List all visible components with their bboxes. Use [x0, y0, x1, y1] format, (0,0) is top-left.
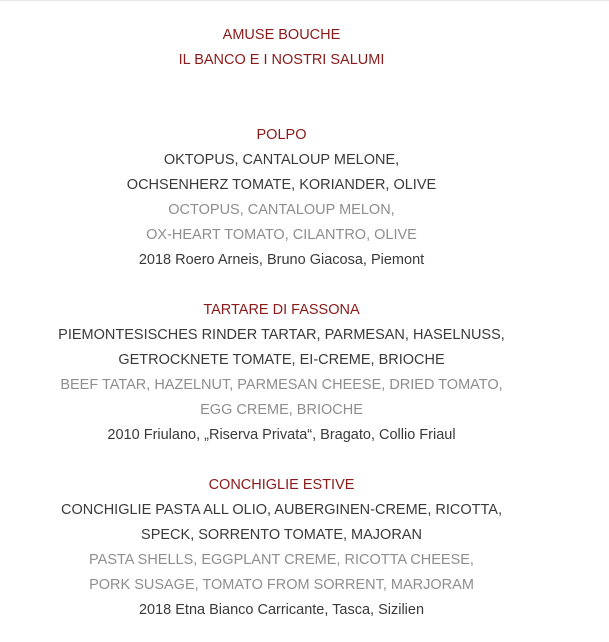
course-description-english: BEEF TATAR, HAZELNUT, PARMESAN CHEESE, DRIED TOMATO,	[60, 377, 503, 393]
course-description-german: OCHSENHERZ TOMATE, KORIANDER, OLIVE	[126, 177, 437, 193]
course-description-german: CONCHIGLIE PASTA ALL OLIO, AUBERGINEN-CREME, RICOTTA,	[61, 502, 502, 518]
amuse-bouche-heading: AMUSE BOUCHE	[222, 27, 341, 43]
course-description-english: PASTA SHELLS, EGGPLANT CREME, RICOTTA CHEESE,	[89, 552, 474, 568]
course-description-english: PORK SUSAGE, TOMATO FROM SORRENT, MARJORAM	[89, 577, 474, 593]
course-title: TARTARE DI FASSONA	[203, 302, 360, 318]
course-description-german: GETROCKNETE TOMATE, EI-CREME, BRIOCHE	[118, 352, 445, 368]
course-title: CONCHIGLIE ESTIVE	[208, 477, 355, 493]
course-description-german: SPECK, SORRENTO TOMATE, MAJORAN	[141, 527, 422, 543]
course-description-german: PIEMONTESISCHES RINDER TARTAR, PARMESAN, HASELNUSS,	[58, 327, 505, 343]
course-description-english: OCTOPUS, CANTALOUP MELON,	[168, 202, 395, 218]
banco-heading: IL BANCO E I NOSTRI SALUMI	[178, 52, 385, 68]
wine-pairing: 2018 Roero Arneis, Bruno Giacosa, Piemont	[138, 252, 425, 268]
course-title: POLPO	[256, 127, 307, 143]
course-description-german: OKTOPUS, CANTALOUP MELONE,	[163, 152, 400, 168]
wine-pairing: 2010 Friulano, „Riserva Privata“, Bragato, Collio Friaul	[107, 427, 456, 443]
wine-pairing: 2018 Etna Bianco Carricante, Tasca, Sizilien	[138, 602, 425, 618]
course-description-english: EGG CREME, BRIOCHE	[200, 402, 363, 418]
course-description-english: OX-HEART TOMATO, CILANTRO, OLIVE	[146, 227, 417, 243]
